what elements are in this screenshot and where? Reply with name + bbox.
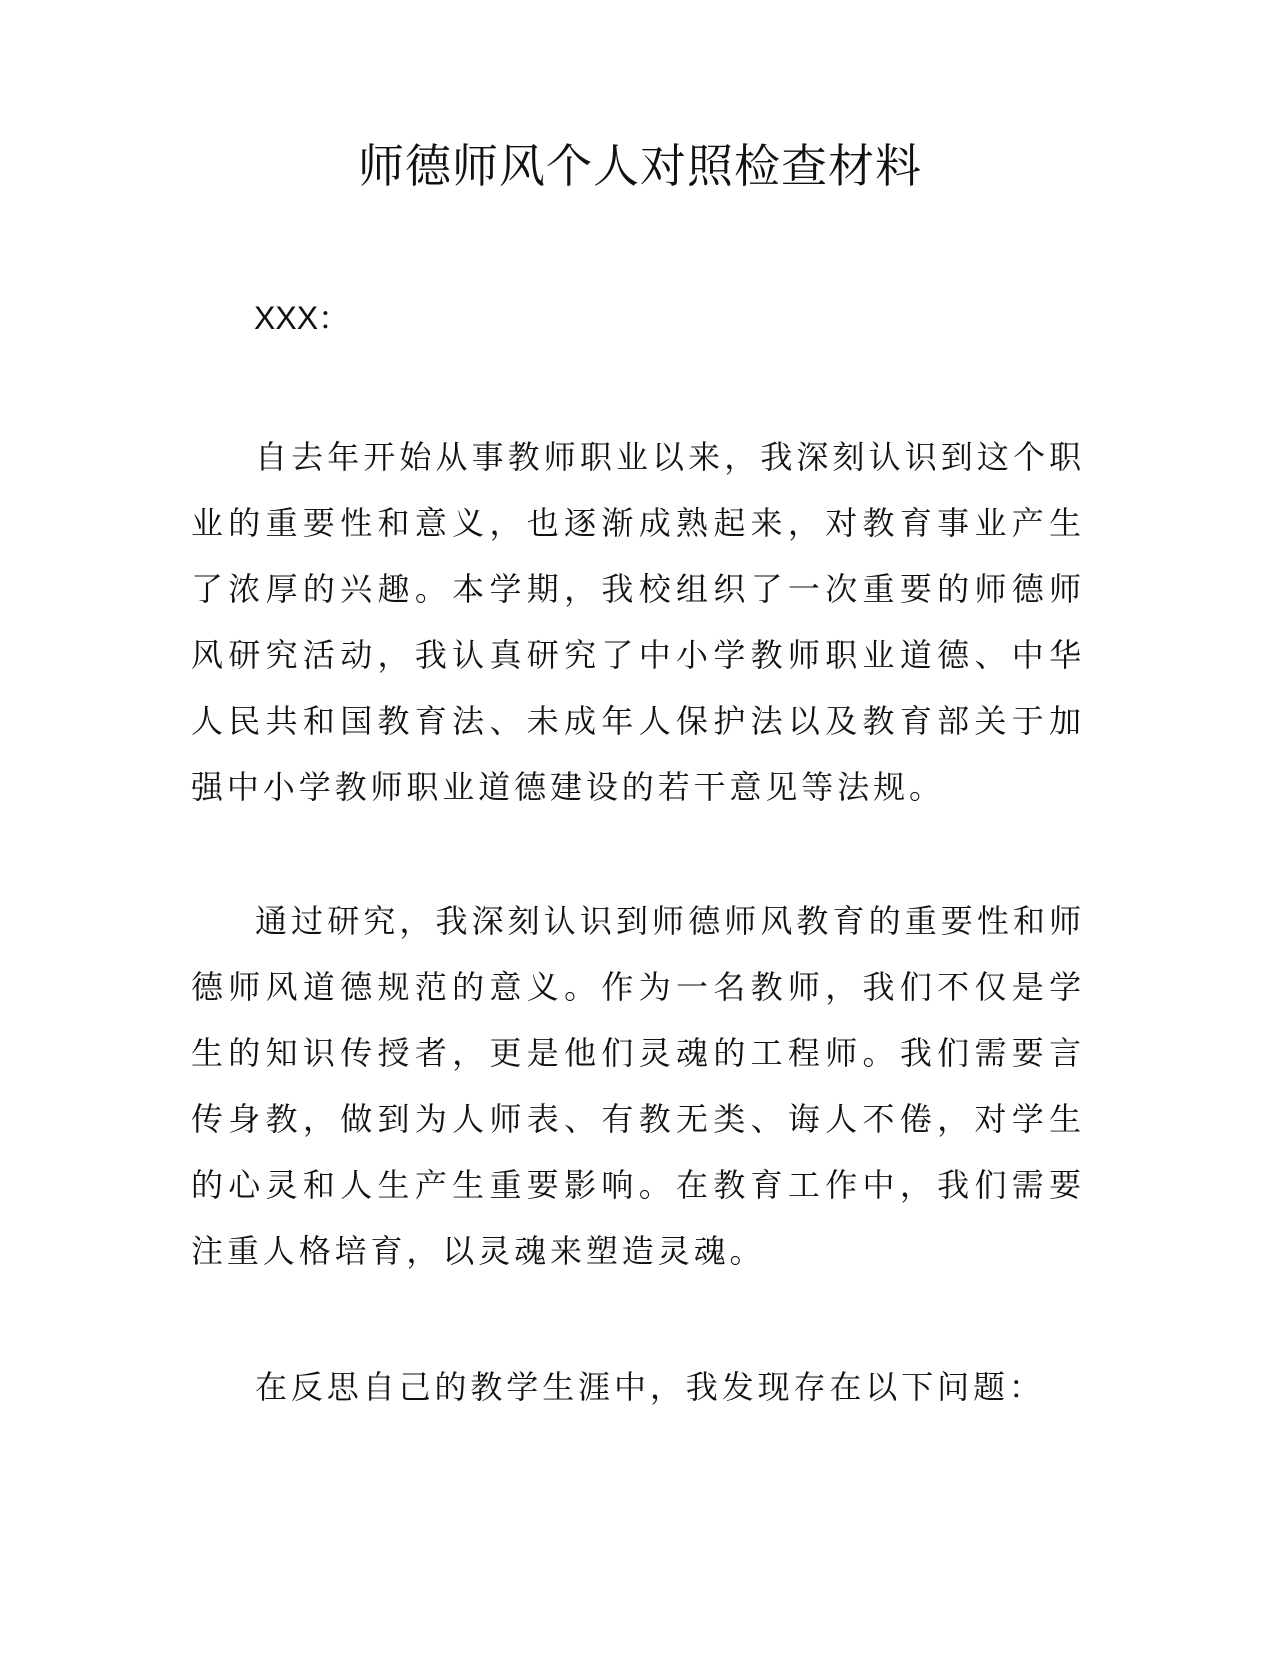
salutation: XXX： bbox=[254, 300, 351, 336]
paragraph-1: 自去年开始从事教师职业以来，我深刻认识到这个职业的重要性和意义，也逐渐成熟起来，对教育事业产生了浓厚的兴趣。本学期，我校组织了一次重要的师德师风研究活动，我认真研究了中小学教师职业道德、中华人民共和国教育法、未成年人保护法以及教育部关于加强中小学教师职业道德建设的若干意见等法规。 bbox=[191, 438, 1085, 806]
paragraph-3: 在反思自己的教学生涯中，我发现存在以下问题： bbox=[255, 1368, 1045, 1406]
paragraph-2: 通过研究，我深刻认识到师德师风教育的重要性和师德师风道德规范的意义。作为一名教师，我们不仅是学生的知识传授者，更是他们灵魂的工程师。我们需要言传身教，做到为人师表、有教无类、诲人不倦，对学生的心灵和人生产生重要影响。在教育工作中，我们需要注重人格培育，以灵魂来塑造灵魂。 bbox=[191, 902, 1085, 1270]
document-title: 师德师风个人对照检查材料 bbox=[358, 139, 922, 193]
